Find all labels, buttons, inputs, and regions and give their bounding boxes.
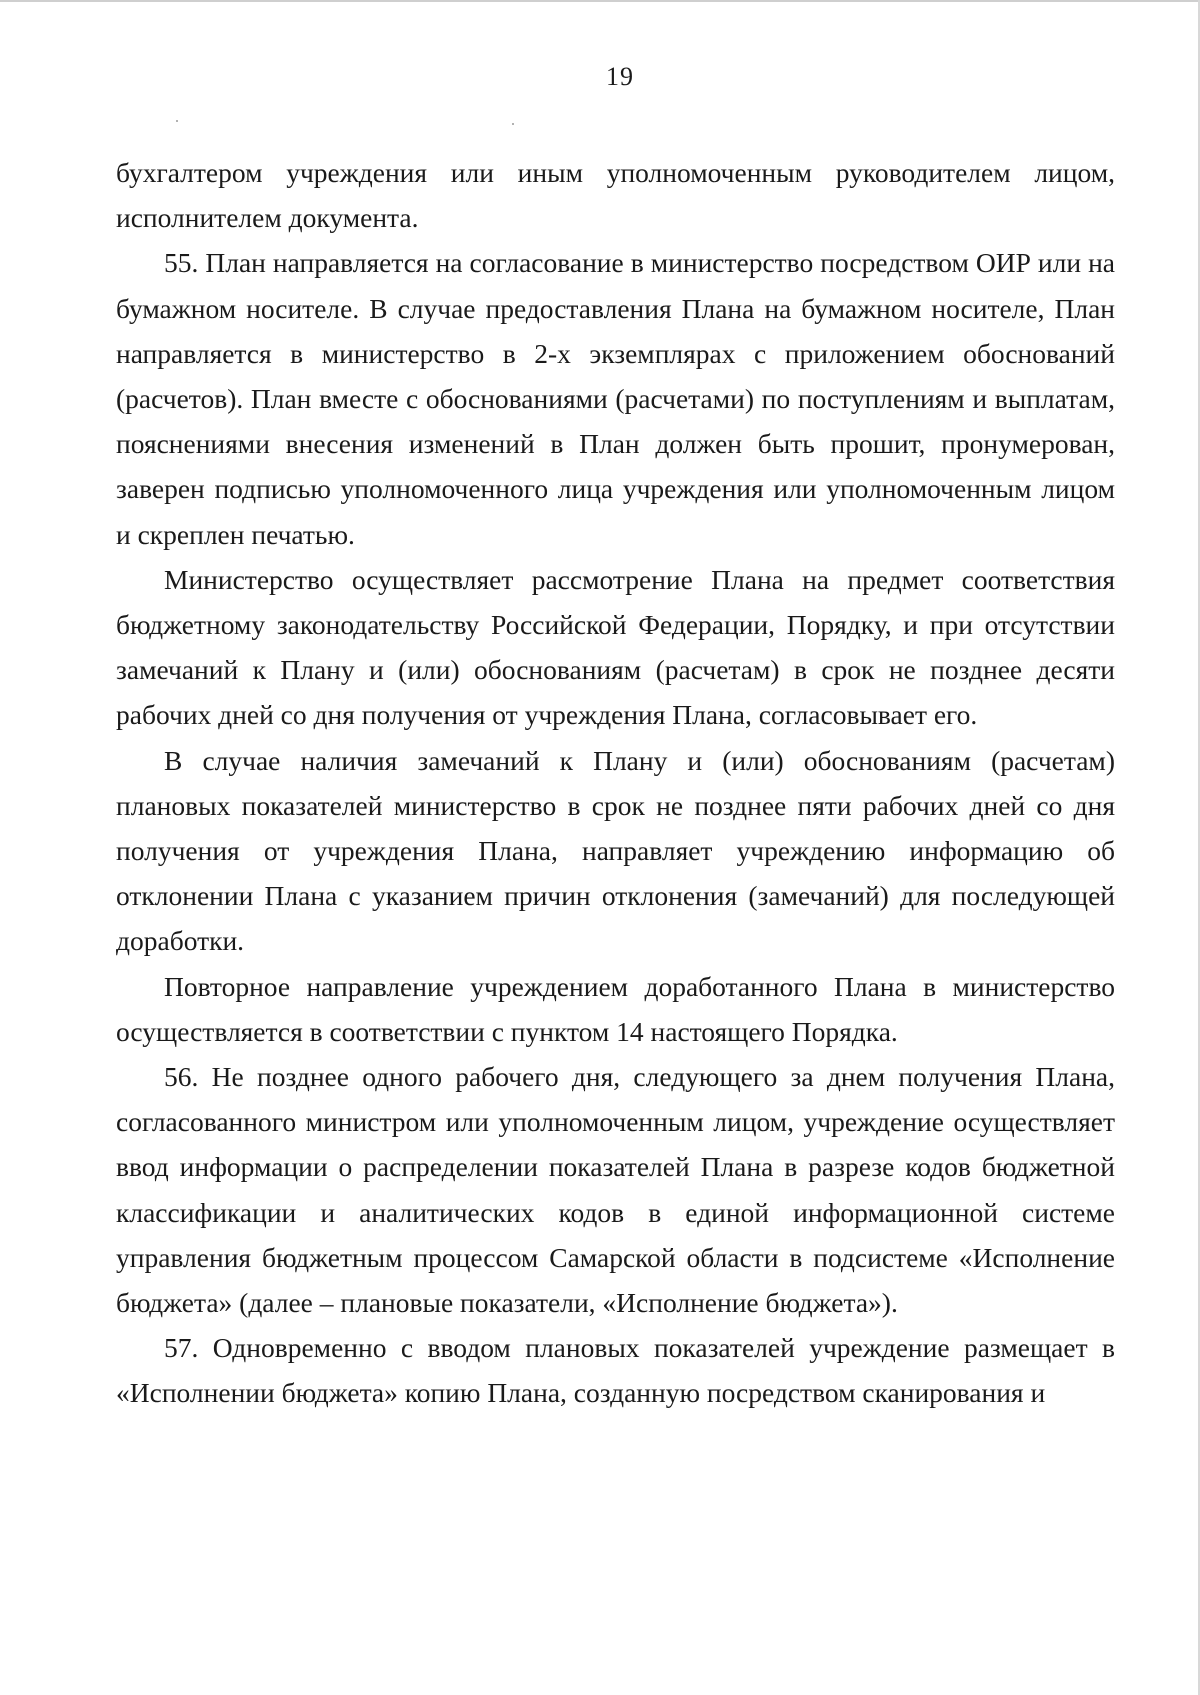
paragraph-resubmission: Повторное направление учреждением доработанного Плана в министерство осуществляется в соответствии с пунктом 14 настоящего Порядка.	[116, 970, 1115, 1047]
paragraph-item-57: 57. Одновременно с вводом плановых показателей учреждение размещает в «Исполнении бюджета» копию Плана, созданную посредством сканирования и	[116, 1332, 1115, 1409]
paragraph-continuation: бухгалтером учреждения или иным уполномоченным руководителем лицом, исполнителем документа.	[116, 157, 1115, 234]
paragraph-remarks: В случае наличия замечаний к Плану и (или) обоснованиям (расчетам) плановых показателей министерство в срок не позднее пяти рабочих дней со дня получения от учреждения Плана, направляет учреждению информацию об отклонении Плана с указанием причин отклонения (замечаний) для последующей доработки.	[116, 744, 1115, 957]
page-number: 19	[606, 62, 634, 91]
paragraph-item-56: 56. Не позднее одного рабочего дня, следующего за днем получения Плана, согласованного министром или уполномоченным лицом, учреждение осуществляет ввод информации о распределении показателей Плана в разрезе кодов бюджетной классификации и аналитических кодов в единой информационной системе управления бюджетным процессом Самарской области в подсистеме «Исполнение бюджета» (далее – плановые показатели, «Исполнение бюджета»).	[116, 1061, 1115, 1319]
document-body	[116, 150, 1115, 1416]
page-top-edge	[0, 0, 1200, 2]
scan-speck	[176, 120, 178, 122]
scan-speck	[512, 123, 514, 125]
paragraph-review: Министерство осуществляет рассмотрение Плана на предмет соответствия бюджетному законодательству Российской Федерации, Порядку, и при отсутствии замечаний к Плану и (или) обоснованиям (расчетам) в срок не позднее десяти рабочих дней со дня получения от учреждения Плана, согласовывает его.	[116, 563, 1115, 731]
paragraph-item-55: 55. План направляется на согласование в министерство посредством ОИР или на бумажном носителе. В случае предоставления Плана на бумажном носителе, План направляется в министерство в 2-х экземплярах с приложением обоснований (расчетов). План вместе с обоснованиями (расчетами) по поступлениям и выплатам, пояснениями внесения изменений в План должен быть прошит, пронумерован, заверен подписью уполномоченного лица учреждения или уполномоченным лицом и скреплен печатью.	[116, 247, 1115, 550]
